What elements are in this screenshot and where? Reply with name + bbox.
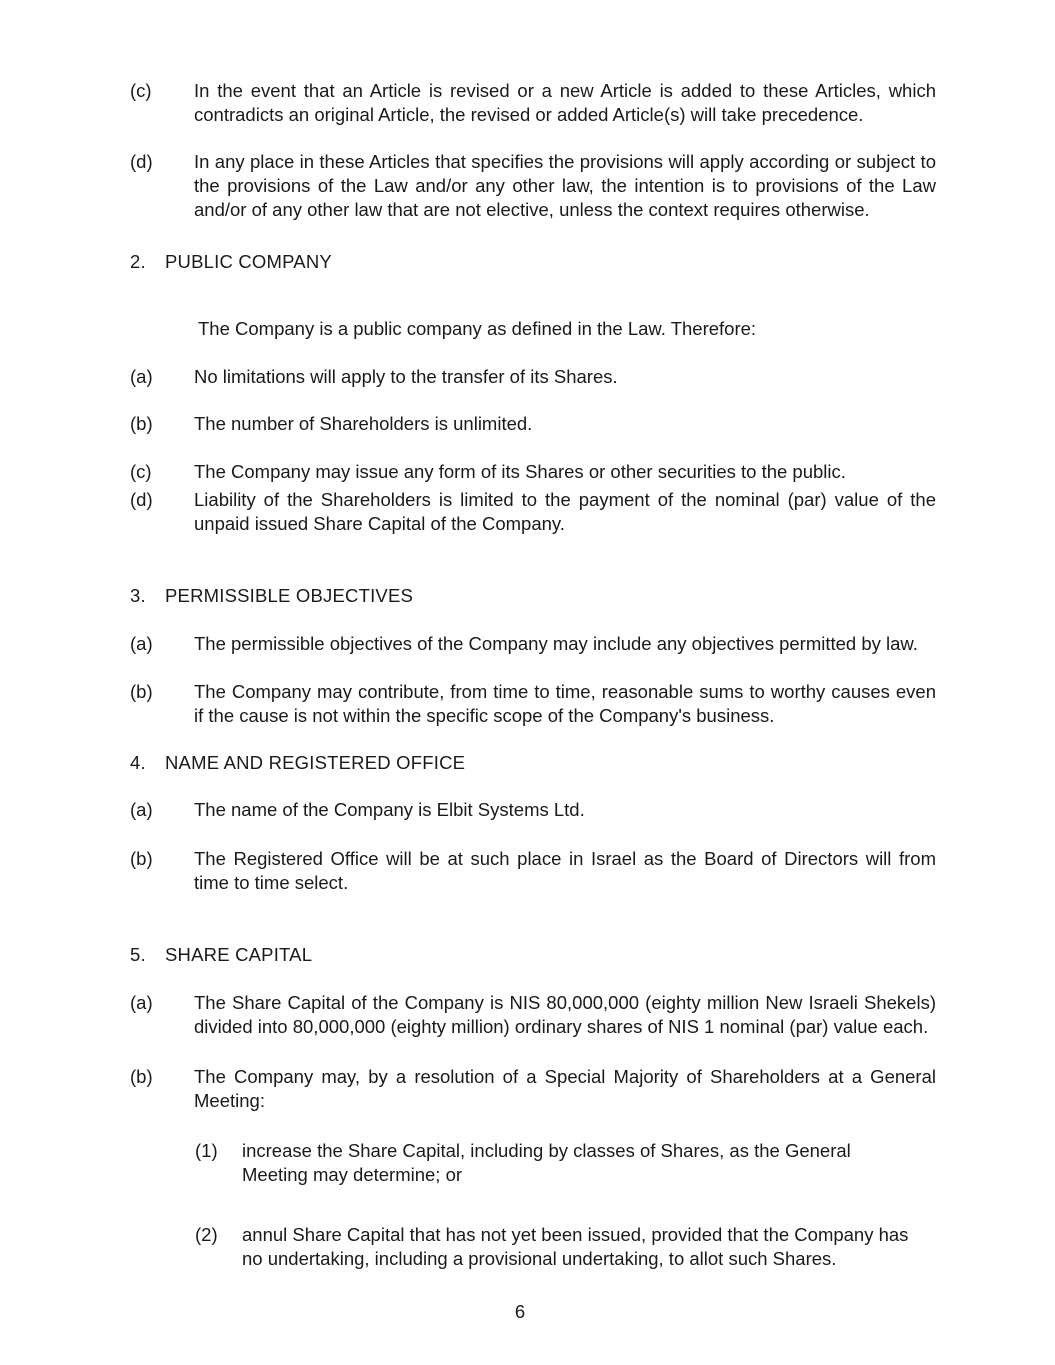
subclause-text: increase the Share Capital, including by classes of Shares, as the General Meeting may determine; or <box>242 1140 851 1185</box>
clause-label: (a) <box>130 992 153 1013</box>
clause-text: The name of the Company is Elbit Systems Ltd. <box>194 799 585 820</box>
clause-3a <box>130 632 936 656</box>
subclause-5b-2 <box>195 1223 920 1271</box>
clause-text: In any place in these Articles that specifies the provisions will apply according or subject to the provisions of the Law and/or any other law, the intention is to provisions of the Law and/or of any other law that are not elective, unless the context requires otherwise. <box>194 151 936 220</box>
section-title: PUBLIC COMPANY <box>165 251 332 272</box>
clause-label: (b) <box>130 413 153 434</box>
clause-label: (a) <box>130 799 153 820</box>
clause-text: The Company may contribute, from time to time, reasonable sums to worthy causes even if the cause is not within the specific scope of the Company's business. <box>194 681 936 726</box>
clause-label: (b) <box>130 1066 153 1087</box>
clause-5a <box>130 991 936 1039</box>
clause-2b <box>130 412 936 436</box>
clause-text: In the event that an Article is revised or a new Article is added to these Articles, which contradicts an original Article, the revised or added Article(s) will take precedence. <box>194 80 936 125</box>
clause-2c <box>130 460 936 484</box>
section-5-heading <box>130 943 312 967</box>
section-number: 3. <box>130 585 146 606</box>
page-number: 6 <box>514 1301 526 1322</box>
clause-1d <box>130 150 936 222</box>
clause-label: (b) <box>130 681 153 702</box>
section-title: PERMISSIBLE OBJECTIVES <box>165 585 414 606</box>
clause-label: (a) <box>130 366 153 387</box>
clause-text: The permissible objectives of the Company may include any objectives permitted by law. <box>194 633 918 654</box>
section-number: 4. <box>130 752 146 773</box>
section-3-heading <box>130 584 413 608</box>
subclause-text: annul Share Capital that has not yet been issued, provided that the Company has no undertaking, including a provisional undertaking, to allot such Shares. <box>242 1224 909 1269</box>
clause-2a <box>130 365 936 389</box>
clause-text: The Company may, by a resolution of a Special Majority of Shareholders at a General Meeting: <box>194 1066 936 1111</box>
clause-label: (b) <box>130 848 153 869</box>
clause-5b <box>130 1065 936 1113</box>
clause-text: The Share Capital of the Company is NIS 80,000,000 (eighty million New Israeli Shekels) divided into 80,000,000 (eighty million) ordinary shares of NIS 1 nominal (par) value each. <box>194 992 936 1037</box>
clause-text: No limitations will apply to the transfer of its Shares. <box>194 366 618 387</box>
section-4-heading <box>130 751 465 775</box>
clause-4a <box>130 798 936 822</box>
clause-label: (d) <box>130 151 153 172</box>
clause-4b <box>130 847 936 895</box>
section-number: 5. <box>130 944 146 965</box>
section-title: NAME AND REGISTERED OFFICE <box>165 752 466 773</box>
section-title: SHARE CAPITAL <box>165 944 313 965</box>
clause-1c <box>130 79 936 127</box>
clause-label: (c) <box>130 461 152 482</box>
clause-text: The number of Shareholders is unlimited. <box>194 413 533 434</box>
section-number: 2. <box>130 251 146 272</box>
clause-3b <box>130 680 936 728</box>
section-2-heading <box>130 250 332 274</box>
clause-text: The Company may issue any form of its Shares or other securities to the public. <box>194 461 846 482</box>
clause-label: (d) <box>130 489 153 510</box>
clause-label: (a) <box>130 633 153 654</box>
subclause-5b-1 <box>195 1139 920 1187</box>
clause-text: Liability of the Shareholders is limited to the payment of the nominal (par) value of the unpaid issued Share Capital of the Company. <box>194 489 936 534</box>
section-2-intro: The Company is a public company as defined in the Law. Therefore: <box>198 318 757 339</box>
subclause-label: (1) <box>195 1140 218 1161</box>
clause-label: (c) <box>130 80 152 101</box>
clause-2d <box>130 488 936 536</box>
subclause-label: (2) <box>195 1224 218 1245</box>
clause-text: The Registered Office will be at such place in Israel as the Board of Directors will from time to time select. <box>194 848 936 893</box>
